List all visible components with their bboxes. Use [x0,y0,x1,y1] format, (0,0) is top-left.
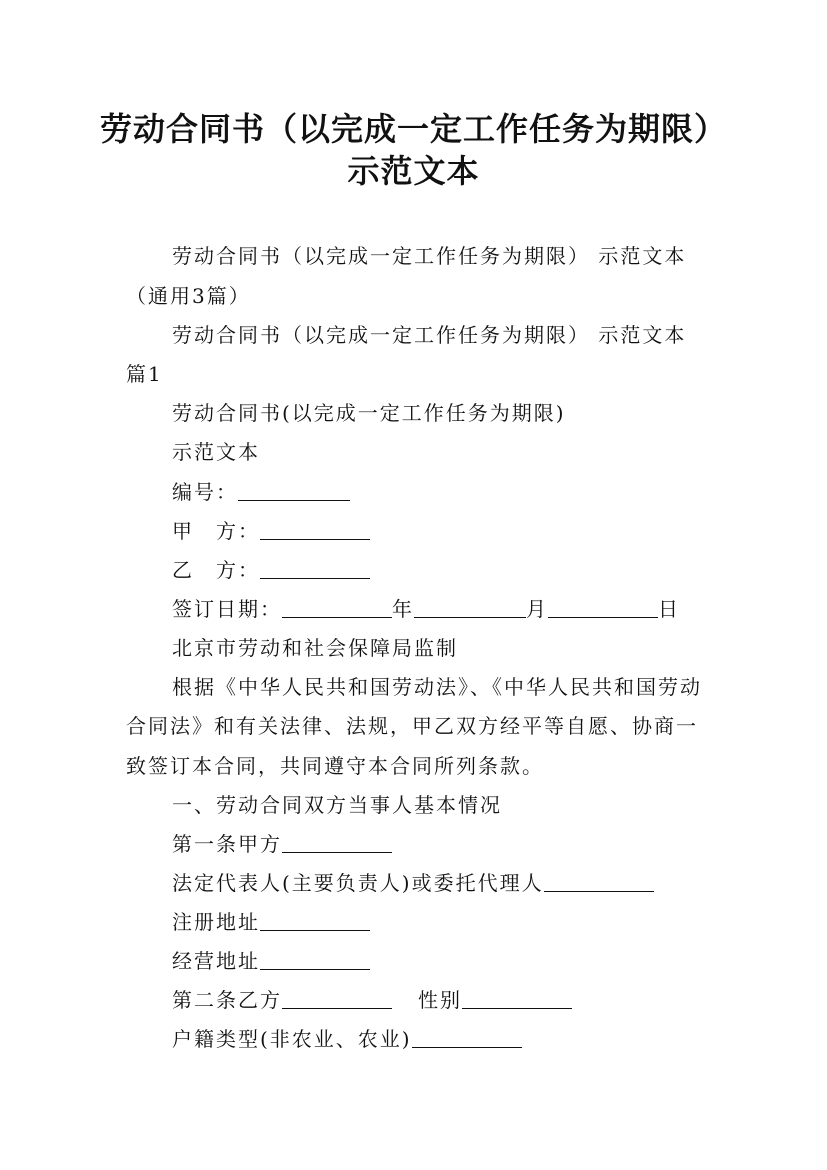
hukou-field [172,1023,522,1052]
month-blank [414,599,526,618]
day-blank [548,599,658,618]
intro-line-2: （通用3篇） [126,284,251,308]
party-a-label: 甲 方： [172,519,260,543]
article-1-blank [282,834,392,853]
contract-title: 劳动合同书(以完成一定工作任务为期限) [172,401,566,425]
reg-address-field [172,906,370,935]
article-1-label: 第一条甲方 [172,832,282,856]
hukou-label: 户籍类型(非农业、农业) [172,1027,412,1051]
article-2-label: 第二条乙方 [172,988,282,1012]
number-field [172,476,350,505]
document-title-line-1: 劳动合同书（以完成一定工作任务为期限） [99,110,727,148]
reg-address-label: 注册地址 [172,910,260,934]
year-label: 年 [392,597,414,621]
article-2-field [172,984,572,1013]
party-b-blank [260,560,370,579]
paragraph-1-line-3: 致签订本合同，共同遵守本合同所列条款。 [126,754,544,778]
piece-heading-line-2: 篇1 [126,362,163,386]
legal-rep-blank [544,873,654,892]
gender-label: 性别 [418,988,462,1012]
party-a-field [172,515,370,544]
party-b-field [172,554,370,583]
biz-address-label: 经营地址 [172,949,260,973]
biz-address-blank [260,951,370,970]
intro-line-1: 劳动合同书（以完成一定工作任务为期限） 示范文本 [172,244,687,268]
sign-date-field [172,593,680,622]
number-blank [238,482,350,501]
number-label: 编号： [172,480,238,504]
party-a-blank [260,521,370,540]
section-1-heading: 一、劳动合同双方当事人基本情况 [172,793,502,817]
month-label: 月 [526,597,548,621]
year-blank [282,599,392,618]
paragraph-1-line-2: 合同法》和有关法律、法规，甲乙双方经平等自愿、协商一 [126,714,698,738]
reg-address-blank [260,912,370,931]
gender-blank [462,990,572,1009]
contract-subtitle: 示范文本 [172,440,260,464]
piece-heading-line-1: 劳动合同书（以完成一定工作任务为期限） 示范文本 [172,323,687,347]
hukou-blank [412,1029,522,1048]
article-2-blank [282,990,392,1009]
paragraph-1-line-1: 根据《中华人民共和国劳动法》、《中华人民共和国劳动 [172,675,702,699]
document-title-line-2: 示范文本 [347,152,480,190]
legal-rep-label: 法定代表人(主要负责人)或委托代理人 [172,871,544,895]
biz-address-field [172,945,370,974]
party-b-label: 乙 方： [172,558,260,582]
legal-rep-field [172,867,654,896]
supervisor-line: 北京市劳动和社会保障局监制 [172,636,458,660]
day-label: 日 [658,597,680,621]
sign-date-label: 签订日期： [172,597,282,621]
article-1-field [172,828,392,857]
